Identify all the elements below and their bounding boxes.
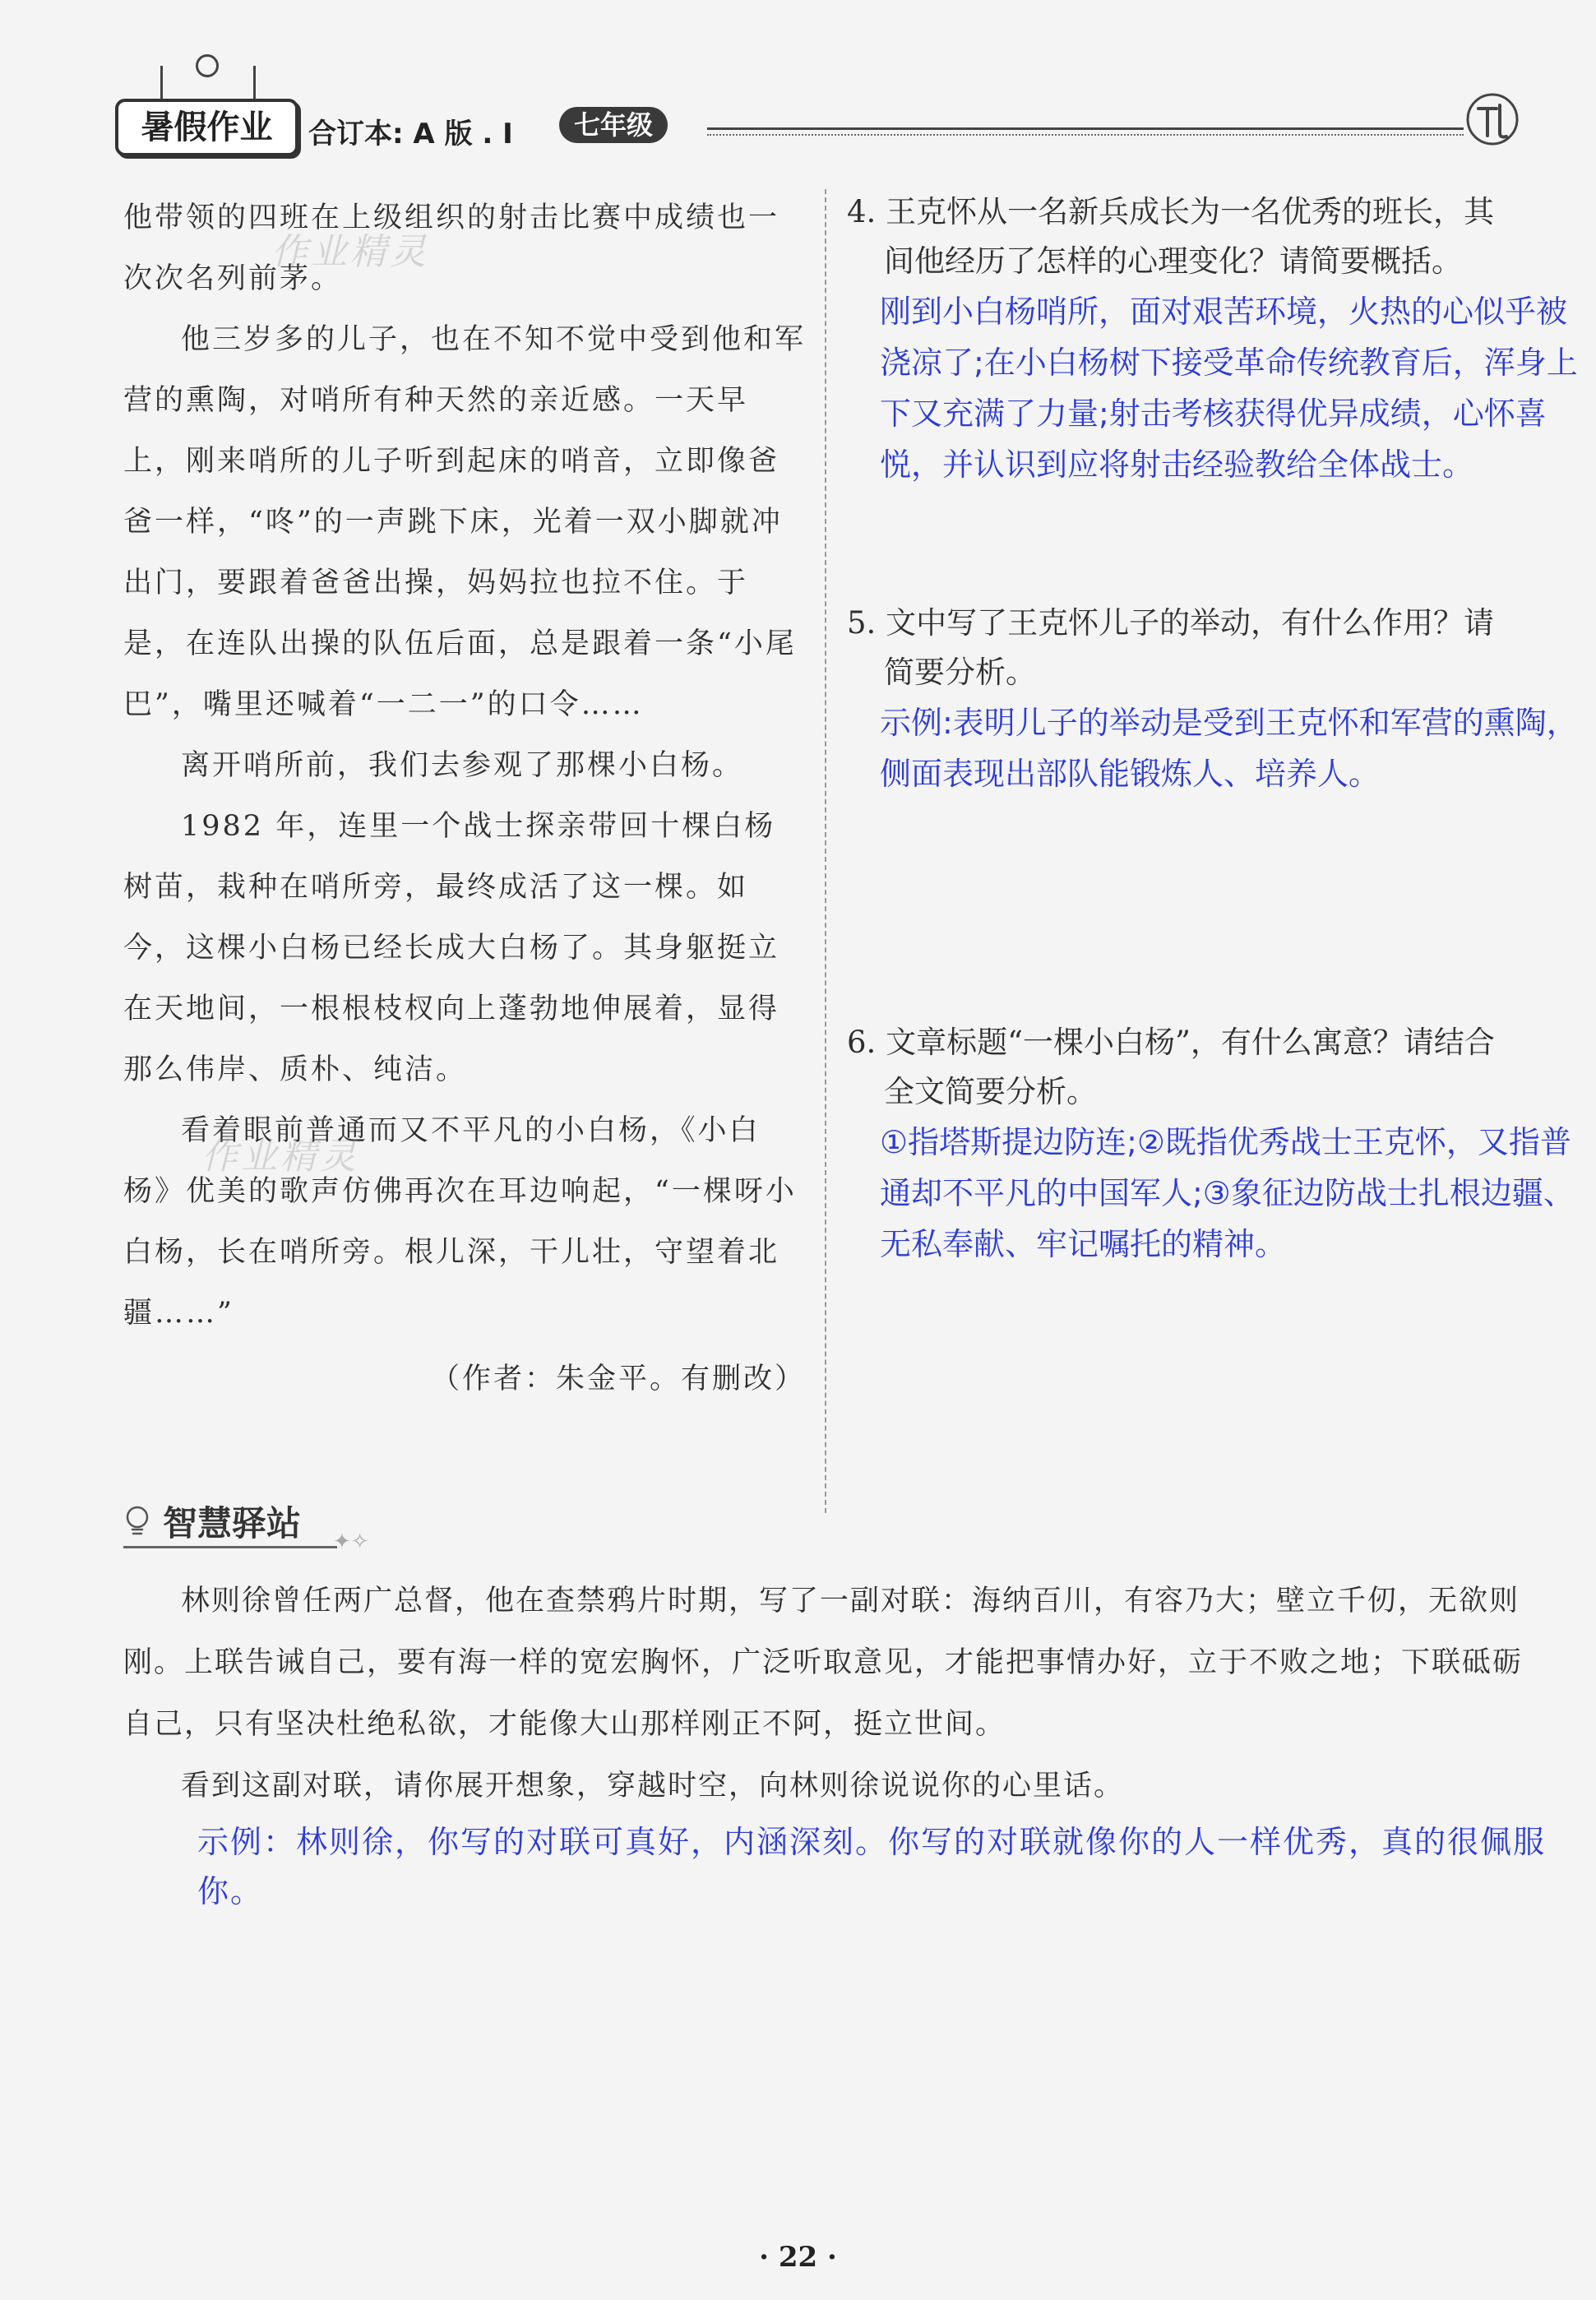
header-rule — [707, 127, 1464, 130]
questions-column — [847, 187, 1587, 1270]
article-paragraph: 离开哨所前，我们去参观了那棵小白杨。 — [181, 749, 744, 782]
wisdom-answer: 示例：林则徐，你写的对联可真好，内涵深刻。你写的对联就像你的人一样优秀，真的很佩服你。 — [197, 1824, 1547, 1909]
question-block — [847, 187, 1587, 599]
question-text: 简要分析。 — [884, 655, 1036, 690]
edition-label: 合订本: A 版 . I — [308, 118, 513, 150]
question-text: 全文简要分析。 — [884, 1074, 1097, 1109]
question-text: 间他经历了怎样的心理变化？请简要概括。 — [884, 243, 1462, 279]
section-title-text: 智慧驿站 — [163, 1503, 302, 1543]
wisdom-prompt: 看到这副对联，请你展开想象，穿越时空，向林则徐说说你的心里话。 — [181, 1770, 1125, 1803]
publisher-logo-icon — [1464, 90, 1521, 148]
badge-hanger — [160, 66, 256, 102]
wisdom-paragraph: 林则徐曾任两广总督，他在查禁鸦片时期，写了一副对联：海纳百川，有容乃大；壁立千仞，无欲则刚。上联告诫自己，要有海一样的宽宏胸怀，广泛听取意见，才能把事情办好，立于不败之地；下联砥砺自己，只有坚决杜绝私欲，才能像大山那样刚正不阿，挺立世间。 — [123, 1585, 1524, 1741]
watermark: 作业精灵 — [271, 231, 429, 273]
wisdom-body — [123, 1571, 1547, 1916]
page-number: · 22 · — [759, 2241, 837, 2274]
article-paragraph: 看着眼前普通而又不平凡的小白杨，《小白杨》优美的歌声仿佛再次在耳边响起，“一棵呀小白杨，长在哨所旁。根儿深，干儿壮，守望着北疆……” — [123, 1114, 797, 1330]
question-block — [847, 1018, 1587, 1270]
question-block — [847, 599, 1587, 1018]
article-author: （作者：朱金平。有删改） — [430, 1363, 806, 1395]
question-text: 5. 文中写了王克怀儿子的举动，有什么作用？请 — [847, 605, 1495, 641]
watermark: 作业精灵 — [201, 1136, 359, 1178]
article-paragraph: 他三岁多的儿子，也在不知不觉中受到他和军营的熏陶，对哨所有种天然的亲近感。一天早上，刚来哨所的儿子听到起床的哨音，立即像爸爸一样，“咚”的一声跳下床，光着一双小脚就冲出门，要跟着爸爸出操，妈妈拉也拉不住。于是，在连队出操的队伍后面，总是跟着一条“小尾巴”，嘴里还喊着“一二一”的口令…… — [123, 323, 807, 721]
article-text — [123, 187, 806, 1409]
article-paragraph: 他带领的四班在上级组织的射击比赛中成绩也一次次名列前茅。 — [123, 201, 780, 295]
column-divider — [825, 189, 826, 1513]
answer-text: 刚到小白杨哨所，面对艰苦环境，火热的心似乎被浇凉了;在小白杨树下接受革命传统教育后，浑身上下又充满了力量;射击考核获得优异成绩，心怀喜悦，并认识到应将射击经验教给全体战士。 — [880, 294, 1578, 483]
question-text: 4. 王克怀从一名新兵成长为一名优秀的班长，其 — [847, 194, 1495, 229]
stars-icon: ✦✧ — [333, 1529, 369, 1554]
title-underline — [123, 1546, 337, 1548]
series-badge: 暑假作业 — [115, 99, 298, 156]
page-header — [115, 66, 1529, 156]
grade-pill: 七年级 — [559, 107, 668, 143]
question-text: 6. 文章标题“一棵小白杨”，有什么寓意？请结合 — [847, 1025, 1495, 1060]
lightbulb-icon — [123, 1505, 151, 1538]
answer-text: ①指塔斯提边防连;②既指优秀战士王克怀，又指普通却不平凡的中国军人;③象征边防战士扎根边疆、无私奉献、牢记嘱托的精神。 — [880, 1124, 1575, 1262]
article-paragraph: 1982 年，连里一个战士探亲带回十棵白杨树苗，栽种在哨所旁，最终成活了这一棵。如今，这棵小白杨已经长成大白杨了。其身躯挺立在天地间，一根根枝杈向上蓬勃地伸展着，显得那么伟岸、质朴、纯洁。 — [123, 810, 780, 1086]
answer-text: 示例:表明儿子的举动是受到王克怀和军营的熏陶，侧面表现出部队能锻炼人、培养人。 — [880, 705, 1578, 792]
